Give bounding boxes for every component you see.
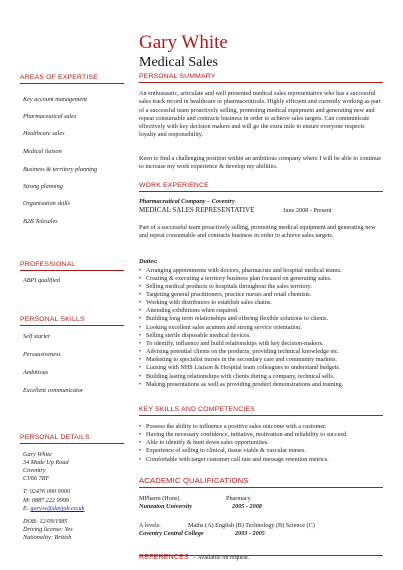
summary-section [139, 73, 383, 83]
experience-section [139, 182, 383, 192]
skill-item: Self starter [23, 333, 51, 340]
expertise-item: Business & territory planning [23, 166, 98, 173]
details-postcode: CV66 7RF [23, 475, 50, 482]
duty-item: • Selling sterile disposable medical devices. [139, 332, 251, 339]
duty-item: • Working with distributors to establish sales chains. [139, 299, 272, 306]
references-text: – Available on request. [192, 554, 250, 561]
job-description: Part of a successful team proactively selling, promoting medical equipment and generating new and repeat consumable and contracts business in order to achieve sales targets. [139, 224, 376, 240]
duty-item: • To identify, influence and build relationships with key decision-makers. [139, 340, 324, 347]
expertise-item: Organisation skills [23, 200, 71, 207]
details-nationality: Nationality: British [23, 534, 72, 541]
details-address-line2: Coventry [23, 467, 46, 474]
duty-item: • Marketing to specialist nurses in the secondary care and community markets. [139, 356, 337, 363]
details-email-prefix: E: [23, 505, 31, 512]
skills-divider [20, 325, 124, 326]
summary-paragraph-1: An enthusiastic, articulate and well presented medical sales representative who has a successful sales track record in healthcare or pharmaceuticals. Highly efficient and currently working as part of a successful team proactively selling, promoting medical equipment and generating new and repeat consumable and contracts business in order to achieve sales targets. Can communicate effectively with key decision makers and will go the extra mile to ensure everyone respects loyalty and responsibility. [139, 90, 381, 139]
resume-name: Gary White [139, 32, 228, 53]
professional-heading: PROFESSIONAL [20, 261, 76, 268]
details-section [20, 434, 124, 444]
job-title: MEDICAL SALES REPRESENTATIVE [139, 206, 255, 214]
duty-item: • Building lasting relationships with clients during a company, technical sells. [139, 373, 334, 380]
duties-label: Duties: [139, 258, 158, 265]
qualifications-divider [139, 487, 383, 488]
expertise-item: Strong planning [23, 183, 63, 190]
details-mobile: M: 0887 222 9999 [23, 497, 69, 504]
expertise-item: Key account management [23, 96, 87, 103]
references-divider [139, 555, 383, 556]
expertise-item: Pharmaceutical sales [23, 113, 77, 120]
duty-item: • Looking excellent sales acumen and strong service orientation. [139, 324, 302, 331]
key-skill-item: • Possess the ability to influence a positive sales outcome with a customer. [139, 423, 326, 430]
duty-item: • Arranging appointments with doctors, pharmacists and hospital medical teams. [139, 267, 342, 274]
expertise-item: Healthcare sales [23, 130, 65, 137]
key-skills-section [139, 406, 383, 416]
details-divider [20, 443, 124, 444]
expertise-divider [20, 83, 124, 84]
details-address-line1: 34 Made Up Road [23, 459, 69, 466]
skills-section [20, 316, 124, 326]
expertise-heading: AREAS OF EXPERTISE [20, 74, 98, 81]
alevels-grades: Maths (A) English (B) Technology (B) Science (C) [188, 522, 315, 529]
duty-item: • Advising potential clients on the products, providing technical knowledge etc. [139, 348, 339, 355]
company-name: Pharmaceutical Company – Coventry [139, 198, 235, 205]
key-skill-item: • Able to identify & hunt down sales opportunities. [139, 439, 269, 446]
degree-subject: Pharmacy [226, 495, 251, 502]
email-link[interactable]: gary.w@dayjob.co.uk [30, 505, 85, 512]
skill-item: Persuasiveness [23, 351, 61, 358]
expertise-item: B2B Telesales [23, 218, 58, 225]
skill-item: Excellent communicator [23, 387, 84, 394]
expertise-item: Medical liaison [23, 148, 62, 155]
duty-item: • Liaising with NHS Liaison & Hospital team colleagues to understand budgets. [139, 364, 340, 371]
professional-item: ABPI qualified [23, 277, 60, 284]
degree: MPharm (Hons) [139, 495, 180, 502]
key-skill-item: • Comfortable with target customer call rate and message retention metrics. [139, 456, 329, 463]
details-licence: Driving license: Yes [23, 526, 73, 533]
details-telephone: T: 02476 000 0000 [23, 488, 70, 495]
summary-divider [139, 82, 383, 83]
qualifications-section [139, 476, 383, 488]
duty-item: • Targeting general practitioners, practice nurses and retail chemists. [139, 291, 311, 298]
duty-item: • Creating & executing a territory business plan focused on generating sales. [139, 275, 331, 282]
details-name: Gary White [23, 451, 52, 458]
university: Nuneaton University [139, 503, 193, 510]
experience-divider [139, 191, 383, 192]
skills-heading: PERSONAL SKILLS [20, 316, 85, 323]
college: Coventry Central College [139, 530, 204, 537]
job-dates: June 2008 - Present [283, 207, 332, 214]
duty-item: • Attending exhibitions when required. [139, 307, 238, 314]
professional-section [20, 261, 124, 271]
details-email-row [23, 505, 84, 512]
expertise-section [20, 74, 124, 84]
skill-item: Ambitious [23, 369, 49, 376]
alevels-label: A levels: [139, 522, 161, 529]
summary-heading: PERSONAL SUMMARY [139, 73, 216, 80]
key-skill-item: • Having the necessary confidence, initiative, motivation and reliability to succeed. [139, 431, 348, 438]
duty-item: • Making presentations as well as providing product demonstrations and training. [139, 381, 343, 388]
details-dob: DOB: 12/09/1985 [23, 518, 68, 525]
summary-paragraph-2: Keen to find a challenging position within an ambitious company where I will be able to continue to increase my work experience & develop my abilities. [139, 155, 381, 171]
qualifications-heading: ACADEMIC QUALIFICATIONS [139, 476, 249, 485]
resume-role: Medical Sales [139, 55, 218, 70]
key-skills-divider [139, 415, 383, 416]
university-years: 2005 - 2008 [232, 503, 262, 510]
experience-heading: WORK EXPERIENCE [139, 182, 209, 189]
college-years: 2003 - 2005 [235, 530, 265, 537]
references-heading: REFERENCES [139, 554, 189, 561]
key-skill-item: • Experience of selling to clinical, tissue viable & vascular nurses. [139, 447, 306, 454]
duty-item: • Building long term relationships and offering flexible solutions to clients. [139, 315, 328, 322]
professional-divider [20, 270, 124, 271]
duty-item: • Selling medical products to hospitals throughout the sales territory. [139, 283, 312, 290]
key-skills-heading: KEY SKILLS AND COMPETENCIES [139, 406, 255, 413]
details-heading: PERSONAL DETAILS [20, 434, 90, 441]
